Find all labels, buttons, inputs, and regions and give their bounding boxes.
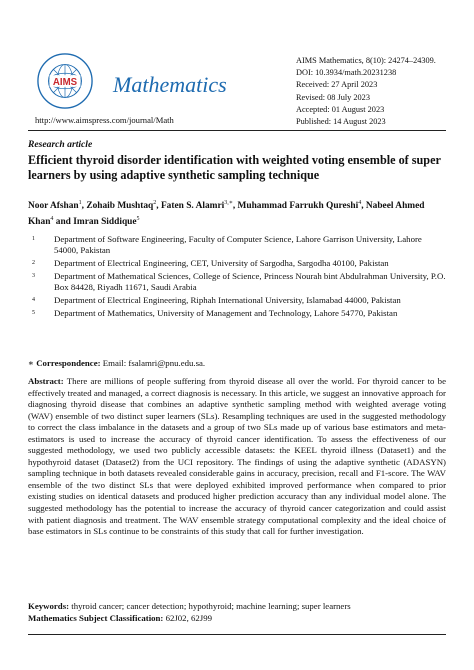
article-type: Research article — [28, 139, 93, 150]
author-affil-mark: 4 — [358, 200, 362, 206]
affiliation-item — [28, 271, 446, 293]
affiliation-text: Department of Electrical Engineering, CET, University of Sargodha, Sargodha 40100, Pakistan — [54, 258, 389, 268]
logo-text: AIMS — [52, 76, 78, 88]
footer-divider — [28, 634, 446, 635]
affiliation-text: Department of Software Engineering, Faculty of Computer Science, Lahore Garrison University, Lahore 54000, Pakistan — [54, 234, 422, 256]
author-name: Zohaib Mushtaq — [86, 201, 154, 212]
abstract-text: There are millions of people suffering from thyroid disease all over the world. For thyroid cancer to be effectively treated and managed, a correct diagnosis is necessary. In this article, we suggest an innovative approach for diagnosing thyroid disease that combines an adaptive synthetic sampling method with weighted average voting (WAV) ensemble of two distinct super learners (SLs). Resampling techniques are used in the suggested methodology to correct the class imbalance in the datasets and a group of two SLs made up of various base estimators and meta-estimators is used to increase the accuracy of thyroid cancer identification. To assess the effectiveness of our suggested methodology, we used two publicly accessible datasets: the KEEL thyroid illness (Dataset1) and the hypothyroid dataset (Dataset2) from the UCI repository. The findings of using the adaptive synthetic (ADASYN) sampling technique in both datasets revealed considerable gains in accuracy, precision, recall and F1-score. The WAV ensemble of the two distinct SLs that were deployed exhibited improved performance when compared to prior existing studies on identical datasets and produced higher prediction accuracy than any individual model alone. The suggested methodology has the potential to increase the accuracy of thyroid cancer categorization and could assist with patient diagnosis and treatment. The WAV ensemble strategy computational complexity and the ideal choice of base estimators in SLs continue to be constraints of this study that call for further investigation. — [28, 376, 446, 537]
affiliation-number: 3 — [32, 272, 35, 279]
author-name: Noor Afshan — [28, 201, 79, 212]
affiliation-number: 4 — [32, 296, 35, 303]
publication-meta — [296, 55, 436, 128]
author-name: Imran Siddique — [73, 217, 137, 228]
journal-name: Mathematics — [113, 72, 227, 97]
affiliation-text: Department of Mathematics, University of Management and Technology, Lahore 54770, Pakistan — [54, 307, 398, 318]
affiliation-list — [28, 234, 446, 320]
meta-published: Published: 14 August 2023 — [296, 117, 386, 127]
author-affil-mark: 3,∗ — [224, 200, 233, 206]
author-name: Faten S. Alamri — [160, 201, 225, 212]
msc-line — [28, 613, 446, 625]
affiliation-text: Department of Electrical Engineering, Riphah International University, Islamabad 44000, Pakistan — [54, 294, 401, 305]
affiliation-item — [28, 258, 446, 269]
author-list: Noor Afshan$^1$, Zohaib Mushtaq$^2$, Faten S. Alamri$^{3,∗}$, Muhammad Farrukh Qureshi$^4$, Nabeel Ahmed Khan$^4$ and Imran Siddique$^5$ — [28, 200, 425, 228]
author-affil-mark: 2 — [153, 200, 157, 206]
msc-label: Mathematics Subject Classification: — [28, 612, 164, 623]
meta-citation: AIMS Mathematics, 8(10): 24274–24309. — [296, 56, 436, 65]
keywords-text: thyroid cancer; cancer detection; hypothyroid; machine learning; super learners — [71, 601, 351, 611]
author-name: Muhammad Farrukh Qureshi — [237, 201, 359, 212]
journal-url[interactable]: http://www.aimspress.com/journal/Math — [35, 115, 174, 125]
affiliation-number: 2 — [32, 260, 35, 266]
meta-received: Received: 27 April 2023 — [296, 80, 378, 90]
abstract — [28, 376, 446, 538]
meta-doi[interactable]: DOI: 10.3934/math.20231238 — [296, 68, 397, 78]
author-affil-mark: 1 — [78, 200, 82, 206]
meta-accepted: Accepted: 01 August 2023 — [296, 104, 385, 114]
article-title: Efficient thyroid disorder identification with weighted voting ensemble of super learners by using adaptive synthetic sampling technique — [28, 153, 441, 182]
keywords-label: Keywords: — [28, 601, 70, 611]
header-divider — [28, 130, 446, 131]
affiliation-item — [28, 234, 446, 256]
keywords-line — [28, 601, 446, 613]
correspondence-email[interactable]: Email: fsalamri@pnu.edu.sa. — [102, 358, 206, 368]
msc-text: 62J02, 62J99 — [165, 612, 212, 623]
affiliation-number: 5 — [32, 309, 35, 316]
author-affil-mark: 5 — [136, 216, 140, 223]
author-name: Nabeel Ahmed Khan — [28, 201, 425, 228]
affiliation-item — [28, 308, 446, 319]
affiliation-text: Department of Mathematical Sciences, College of Science, Princess Nourah bint Abdulrahman University, P.O. Box 84428, Riyadh 11671, Saudi Arabia — [54, 270, 446, 292]
correspondence-symbol: ∗ — [28, 358, 34, 368]
keywords-block — [28, 601, 446, 624]
author-affil-mark: 4 — [50, 216, 54, 223]
affiliation-item — [28, 295, 446, 306]
abstract-label: Abstract: — [28, 376, 64, 386]
affiliation-number: 1 — [32, 236, 35, 242]
aims-logo — [36, 52, 94, 110]
meta-revised: Revised: 08 July 2023 — [296, 92, 370, 102]
correspondence — [28, 358, 205, 369]
correspondence-label: Correspondence: — [36, 358, 101, 368]
